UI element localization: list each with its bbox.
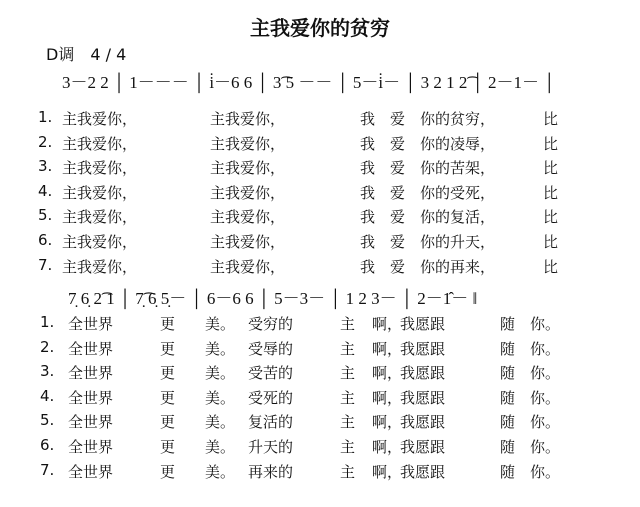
lyric-text: 全世界 — [68, 364, 114, 383]
lyric-text: 全世界 — [68, 413, 114, 432]
lyric-text: 更 — [160, 413, 176, 432]
lyric-text: 我 — [360, 257, 376, 276]
verse-number: 7. — [38, 255, 53, 274]
lyric-text: 受苦的 — [248, 364, 294, 383]
lyric-text: 美。 — [205, 364, 236, 383]
verse-number: 1. — [40, 313, 55, 331]
lyric-text: 主我爱你， — [62, 183, 138, 202]
lyric-text: 我愿跟 — [400, 364, 446, 383]
verse-number: 4. — [40, 386, 55, 405]
lyric-text: 受穷的 — [248, 315, 294, 333]
key-signature: D调 4 / 4 — [46, 45, 127, 64]
lyric-text: 比 — [543, 159, 559, 178]
lyric-text: 主 — [340, 462, 356, 481]
verse-number: 1. — [38, 108, 53, 126]
lyric-text: 美。 — [205, 438, 236, 456]
lyric-text: 你的再来， — [420, 257, 496, 276]
lyric-text: 随 — [500, 339, 516, 358]
lyric-text: 美。 — [205, 388, 236, 407]
lyric-text: 你。 — [530, 364, 561, 383]
lyric-text: 主 — [340, 339, 356, 358]
verse-number: 5. — [38, 206, 53, 225]
lyric-text: 主我爱你， — [62, 233, 138, 251]
lyric-text: 美。 — [205, 339, 236, 358]
lyric-text: 比 — [543, 208, 559, 227]
lyric-text: 比 — [543, 134, 559, 153]
lyric-text: 更 — [160, 315, 176, 333]
lyric-text: 你。 — [530, 388, 561, 407]
lyric-text: 我愿跟 — [400, 339, 446, 358]
lyric-text: 主我爱你， — [210, 159, 286, 178]
lyric-text: 受死的 — [248, 388, 294, 407]
lyric-text: 你的升天， — [420, 233, 496, 251]
lyric-text: 随 — [500, 413, 516, 432]
lyric-text: 全世界 — [68, 315, 114, 333]
lyric-text: 你的受死， — [420, 183, 496, 202]
lyric-text: 我 — [360, 134, 376, 153]
lyric-text: 主 — [340, 364, 356, 383]
lyric-text: 你。 — [530, 462, 561, 481]
lyric-text: 随 — [500, 315, 516, 333]
lyric-text: 全世界 — [68, 339, 114, 358]
lyric-text: 爱 — [390, 159, 406, 178]
lyric-text: 主 — [340, 388, 356, 407]
lyric-text: 你的苦架， — [420, 159, 496, 178]
lyric-text: 我愿跟 — [400, 315, 446, 333]
lyric-text: 主 — [340, 315, 356, 333]
lyric-text: 啊， — [372, 388, 403, 407]
lyric-text: 啊， — [372, 413, 403, 432]
verse-number: 2. — [40, 337, 55, 356]
lyric-text: 比 — [543, 110, 559, 128]
verse-number: 3. — [38, 157, 53, 176]
lyric-text: 我愿跟 — [400, 413, 446, 432]
verse-number: 7. — [40, 460, 55, 479]
notation-line-2: 7̣ 6̣ 2͡ 1 │ 7̣͡ 6̣ 5̣－ │ 6－6 6 │ 5－3－ │ 1 2 3－ │ 2－1̂－ ‖ — [68, 289, 478, 308]
lyric-text: 啊， — [372, 438, 403, 456]
lyric-text: 更 — [160, 364, 176, 383]
lyric-text: 随 — [500, 438, 516, 456]
lyric-text: 更 — [160, 388, 176, 407]
lyric-text: 主 — [340, 413, 356, 432]
lyric-text: 爱 — [390, 134, 406, 153]
lyric-text: 主我爱你， — [62, 134, 138, 153]
lyric-text: 我 — [360, 159, 376, 178]
lyric-text: 我愿跟 — [400, 388, 446, 407]
lyric-text: 随 — [500, 388, 516, 407]
lyric-text: 主我爱你， — [62, 257, 138, 276]
lyric-text: 主 — [340, 438, 356, 456]
lyric-text: 受辱的 — [248, 339, 294, 358]
lyric-text: 你的复活， — [420, 208, 496, 227]
lyric-text: 你的贫穷， — [420, 110, 496, 128]
lyric-text: 爱 — [390, 110, 406, 128]
lyric-text: 更 — [160, 438, 176, 456]
verse-number: 4. — [38, 181, 53, 200]
lyric-text: 主我爱你， — [210, 208, 286, 227]
lyric-text: 比 — [543, 183, 559, 202]
lyric-text: 啊， — [372, 339, 403, 358]
lyric-text: 全世界 — [68, 462, 114, 481]
lyric-text: 升天的 — [248, 438, 294, 456]
lyric-text: 你的凌辱， — [420, 134, 496, 153]
lyric-text: 主我爱你， — [210, 183, 286, 202]
lyric-text: 我愿跟 — [400, 462, 446, 481]
notation-line-1: 3－2 2 │ 1－－－ │ i̇－6 6 │ 3͡ 5 －－ │ 5－i̇－ │ 3 2 1 2͡ │ 2－1－ │ — [62, 73, 556, 92]
verse-number: 2. — [38, 132, 53, 151]
lyric-text: 主我爱你， — [210, 257, 286, 276]
lyric-text: 再来的 — [248, 462, 294, 481]
lyric-text: 爱 — [390, 233, 406, 251]
lyric-text: 你。 — [530, 339, 561, 358]
lyric-text: 全世界 — [68, 438, 114, 456]
lyric-text: 我 — [360, 233, 376, 251]
lyric-text: 啊， — [372, 364, 403, 383]
lyric-text: 我 — [360, 110, 376, 128]
lyric-text: 你。 — [530, 315, 561, 333]
lyric-text: 主我爱你， — [210, 233, 286, 251]
lyric-text: 主我爱你， — [210, 134, 286, 153]
lyric-text: 比 — [543, 233, 559, 251]
verse-number: 3. — [40, 362, 55, 381]
lyric-text: 比 — [543, 257, 559, 276]
verse-number: 6. — [40, 436, 55, 454]
lyric-text: 我愿跟 — [400, 438, 446, 456]
lyric-text: 全世界 — [68, 388, 114, 407]
lyric-text: 美。 — [205, 462, 236, 481]
verse-number: 6. — [38, 231, 53, 249]
lyric-text: 我 — [360, 183, 376, 202]
lyric-text: 随 — [500, 462, 516, 481]
lyric-text: 美。 — [205, 413, 236, 432]
lyric-text: 更 — [160, 462, 176, 481]
lyric-text: 美。 — [205, 315, 236, 333]
lyric-text: 主我爱你， — [210, 110, 286, 128]
lyric-text: 你。 — [530, 438, 561, 456]
lyric-text: 主我爱你， — [62, 208, 138, 227]
song-title: 主我爱你的贫穷 — [250, 16, 390, 40]
lyric-text: 爱 — [390, 183, 406, 202]
lyric-text: 啊， — [372, 315, 403, 333]
lyric-text: 你。 — [530, 413, 561, 432]
lyric-text: 爱 — [390, 208, 406, 227]
lyric-text: 爱 — [390, 257, 406, 276]
verse-number: 5. — [40, 411, 55, 430]
lyric-text: 主我爱你， — [62, 159, 138, 178]
lyric-text: 我 — [360, 208, 376, 227]
lyric-text: 更 — [160, 339, 176, 358]
lyric-text: 啊， — [372, 462, 403, 481]
lyric-text: 随 — [500, 364, 516, 383]
lyric-text: 主我爱你， — [62, 110, 138, 128]
lyric-text: 复活的 — [248, 413, 294, 432]
